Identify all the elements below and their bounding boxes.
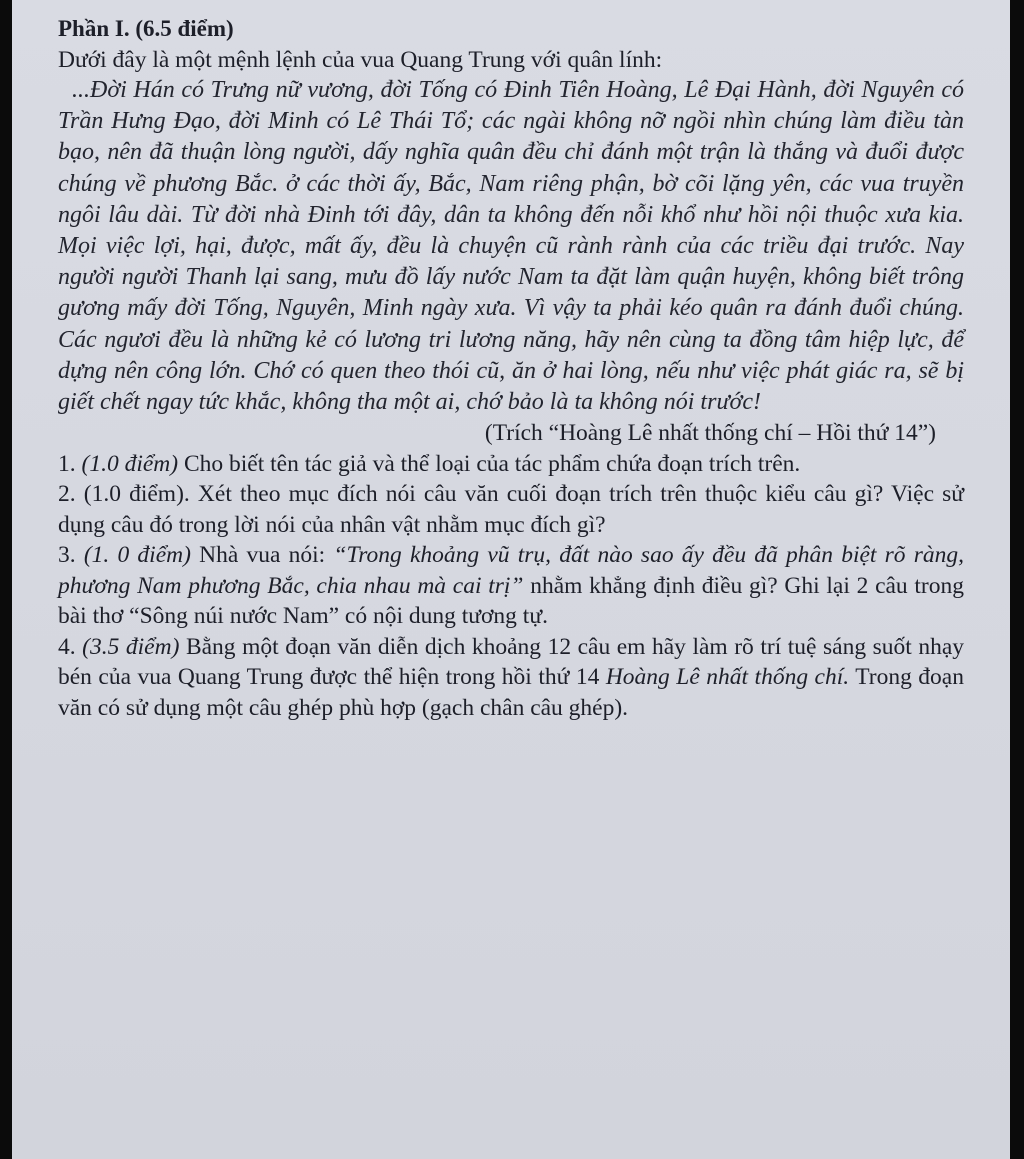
question-3-points: (1. 0 điểm) [83,542,191,569]
question-1-number: 1. [58,450,76,477]
question-2-text: Xét theo mục đích nói câu văn cuối đoạn trích trên thuộc kiểu câu gì? Việc sử dụng câu đó trong lời nói của nhân vật nhằm mục đích gì? [58,481,965,538]
question-4-work-title: Hoàng Lê nhất thống chí. [605,664,850,691]
question-1 [58,449,964,480]
question-3 [58,540,964,632]
exam-paper [12,0,1010,1159]
section-intro: Dưới đây là một mệnh lệnh của vua Quang Trung với quân lính: [58,46,663,73]
passage-source: (Trích “Hoàng Lê nhất thống chí – Hồi thứ 14”) [484,420,936,447]
passage-text [58,75,964,418]
question-4-points: (3.5 điểm) [82,633,180,660]
question-3-quote: “Trong khoảng vũ trụ, đất nào sao ấy đều đã phân biệt rõ ràng, phương Nam phương Bắc, chia nhau mà cai trị” [58,542,965,599]
question-3-text-b: nhằm khẳng định điều gì? Ghi lại 2 câu trong bài thơ “Sông núi nước Nam” có nội dung tương tự. [58,572,965,630]
section-heading: Phần I. (6.5 điểm) [58,16,234,41]
exam-content [58,14,964,723]
question-4-text-b: Trong đoạn văn có sử dụng một câu ghép phù hợp (gạch chân câu ghép). [58,664,964,721]
question-1-points: (1.0 điểm) [81,450,179,477]
question-1-text: Cho biết tên tác giả và thể loại của tác phẩm chứa đoạn trích trên. [178,450,801,477]
question-2-number: 2. [58,481,76,508]
question-2 [58,479,964,540]
question-4 [58,632,964,724]
question-3-text-a: Nhà vua nói: [190,542,334,569]
question-3-number: 3. [58,542,76,569]
question-4-number: 4. [58,633,76,660]
passage-body: ...Đời Hán có Trưng nữ vương, đời Tống có Đinh Tiên Hoàng, Lê Đại Hành, đời Nguyên có Trần Hưng Đạo, đời Minh có Lê Thái Tổ; các ngài không nỡ ngồi nhìn chúng làm điều tàn bạo, nên đã thuận lòng người, dấy nghĩa quân đều chỉ đánh một trận là thắng và đuổi được chúng về phương Bắc. ở các thời ấy, Bắc, Nam riêng phận, bờ cõi lặng yên, các vua truyền ngôi lâu dài. Từ đời nhà Đinh tới đây, dân ta không đến nỗi khổ như hồi nội thuộc xưa kia. Mọi việc lợi, hại, được, mất ấy, đều là chuyện cũ rành rành của các triều đại trước. Nay người người Thanh lại sang, mưu đồ lấy nước Nam ta đặt làm quận huyện, không biết trông gương mấy đời Tống, Nguyên, Minh ngày xưa. Vì vậy ta phải kéo quân ra đánh đuổi chúng. Các ngươi đều là những kẻ có lương tri lương năng, hãy nên cùng ta đồng tâm hiệp lực, để dựng nên công lớn. Chớ có quen theo thói cũ, ăn ở hai lòng, nếu như việc phát giác ra, sẽ bị giết chết ngay tức khắc, không tha một ai, chớ bảo là ta không nói trước! [58,77,964,416]
question-2-points: (1.0 điểm). [83,481,190,508]
question-4-text-a: Bằng một đoạn văn diễn dịch khoảng 12 câu em hãy làm rõ trí tuệ sáng suốt nhạy bén của vua Quang Trung được thể hiện trong hồi thứ 14 [58,633,965,691]
